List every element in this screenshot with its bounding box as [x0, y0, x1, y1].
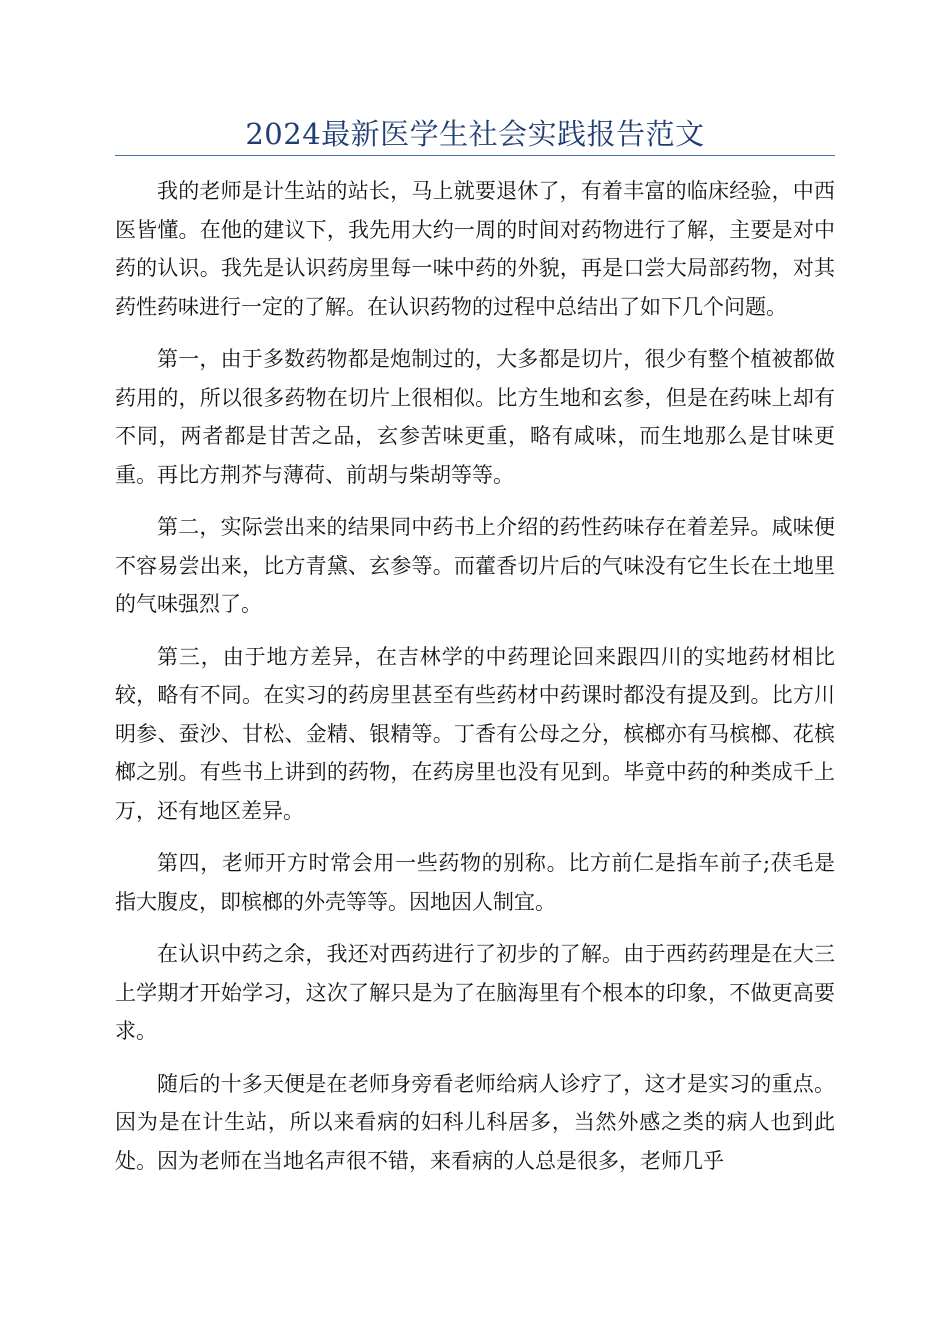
paragraph-4: 第三，由于地方差异，在吉林学的中药理论回来跟四川的实地药材相比较，略有不同。在实习的药房里甚至有些药材中药课时都没有提及到。比方川明参、蚕沙、甘松、金精、银精等。丁香有公母之分，槟榔亦有马槟榔、花槟榔之别。有些书上讲到的药物，在药房里也没有见到。毕竟中药的种类成千上万，还有地区差异。 — [115, 644, 835, 823]
paragraph-3: 第二，实际尝出来的结果同中药书上介绍的药性药味存在着差异。咸味便不容易尝出来，比方青黛、玄参等。而藿香切片后的气味没有它生长在土地里的气味强烈了。 — [115, 515, 835, 616]
document-body — [115, 172, 835, 1194]
paragraph-7: 随后的十多天便是在老师身旁看老师给病人诊疗了，这才是实习的重点。因为是在计生站，所以来看病的妇科儿科居多，当然外感之类的病人也到此处。因为老师在当地名声很不错，来看病的人总是很多，老师几乎 — [115, 1071, 835, 1173]
paragraph-6: 在认识中药之余，我还对西药进行了初步的了解。由于西药药理是在大三上学期才开始学习，这次了解只是为了在脑海里有个根本的印象，不做更高要求。 — [115, 942, 835, 1043]
paragraph-1: 我的老师是计生站的站长，马上就要退休了，有着丰富的临床经验，中西医皆懂。在他的建议下，我先用大约一周的时间对药物进行了解，主要是对中药的认识。我先是认识药房里每一味中药的外貌，再是口尝大局部药物，对其药性药味进行一定的了解。在认识药物的过程中总结出了如下几个问题。 — [115, 179, 835, 319]
document-title: 2024最新医学生社会实践报告范文 — [245, 117, 705, 151]
title-underline — [115, 155, 835, 156]
paragraph-2: 第一，由于多数药物都是炮制过的，大多都是切片，很少有整个植被都做药用的，所以很多药物在切片上很相似。比方生地和玄参，但是在药味上却有不同，两者都是甘苦之品，玄参苦味更重，略有咸味，而生地那么是甘味更重。再比方荆芥与薄荷、前胡与柴胡等等。 — [115, 347, 835, 487]
paragraph-5: 第四，老师开方时常会用一些药物的别称。比方前仁是指车前子;茯毛是指大腹皮，即槟榔的外壳等等。因地因人制宜。 — [115, 851, 835, 914]
